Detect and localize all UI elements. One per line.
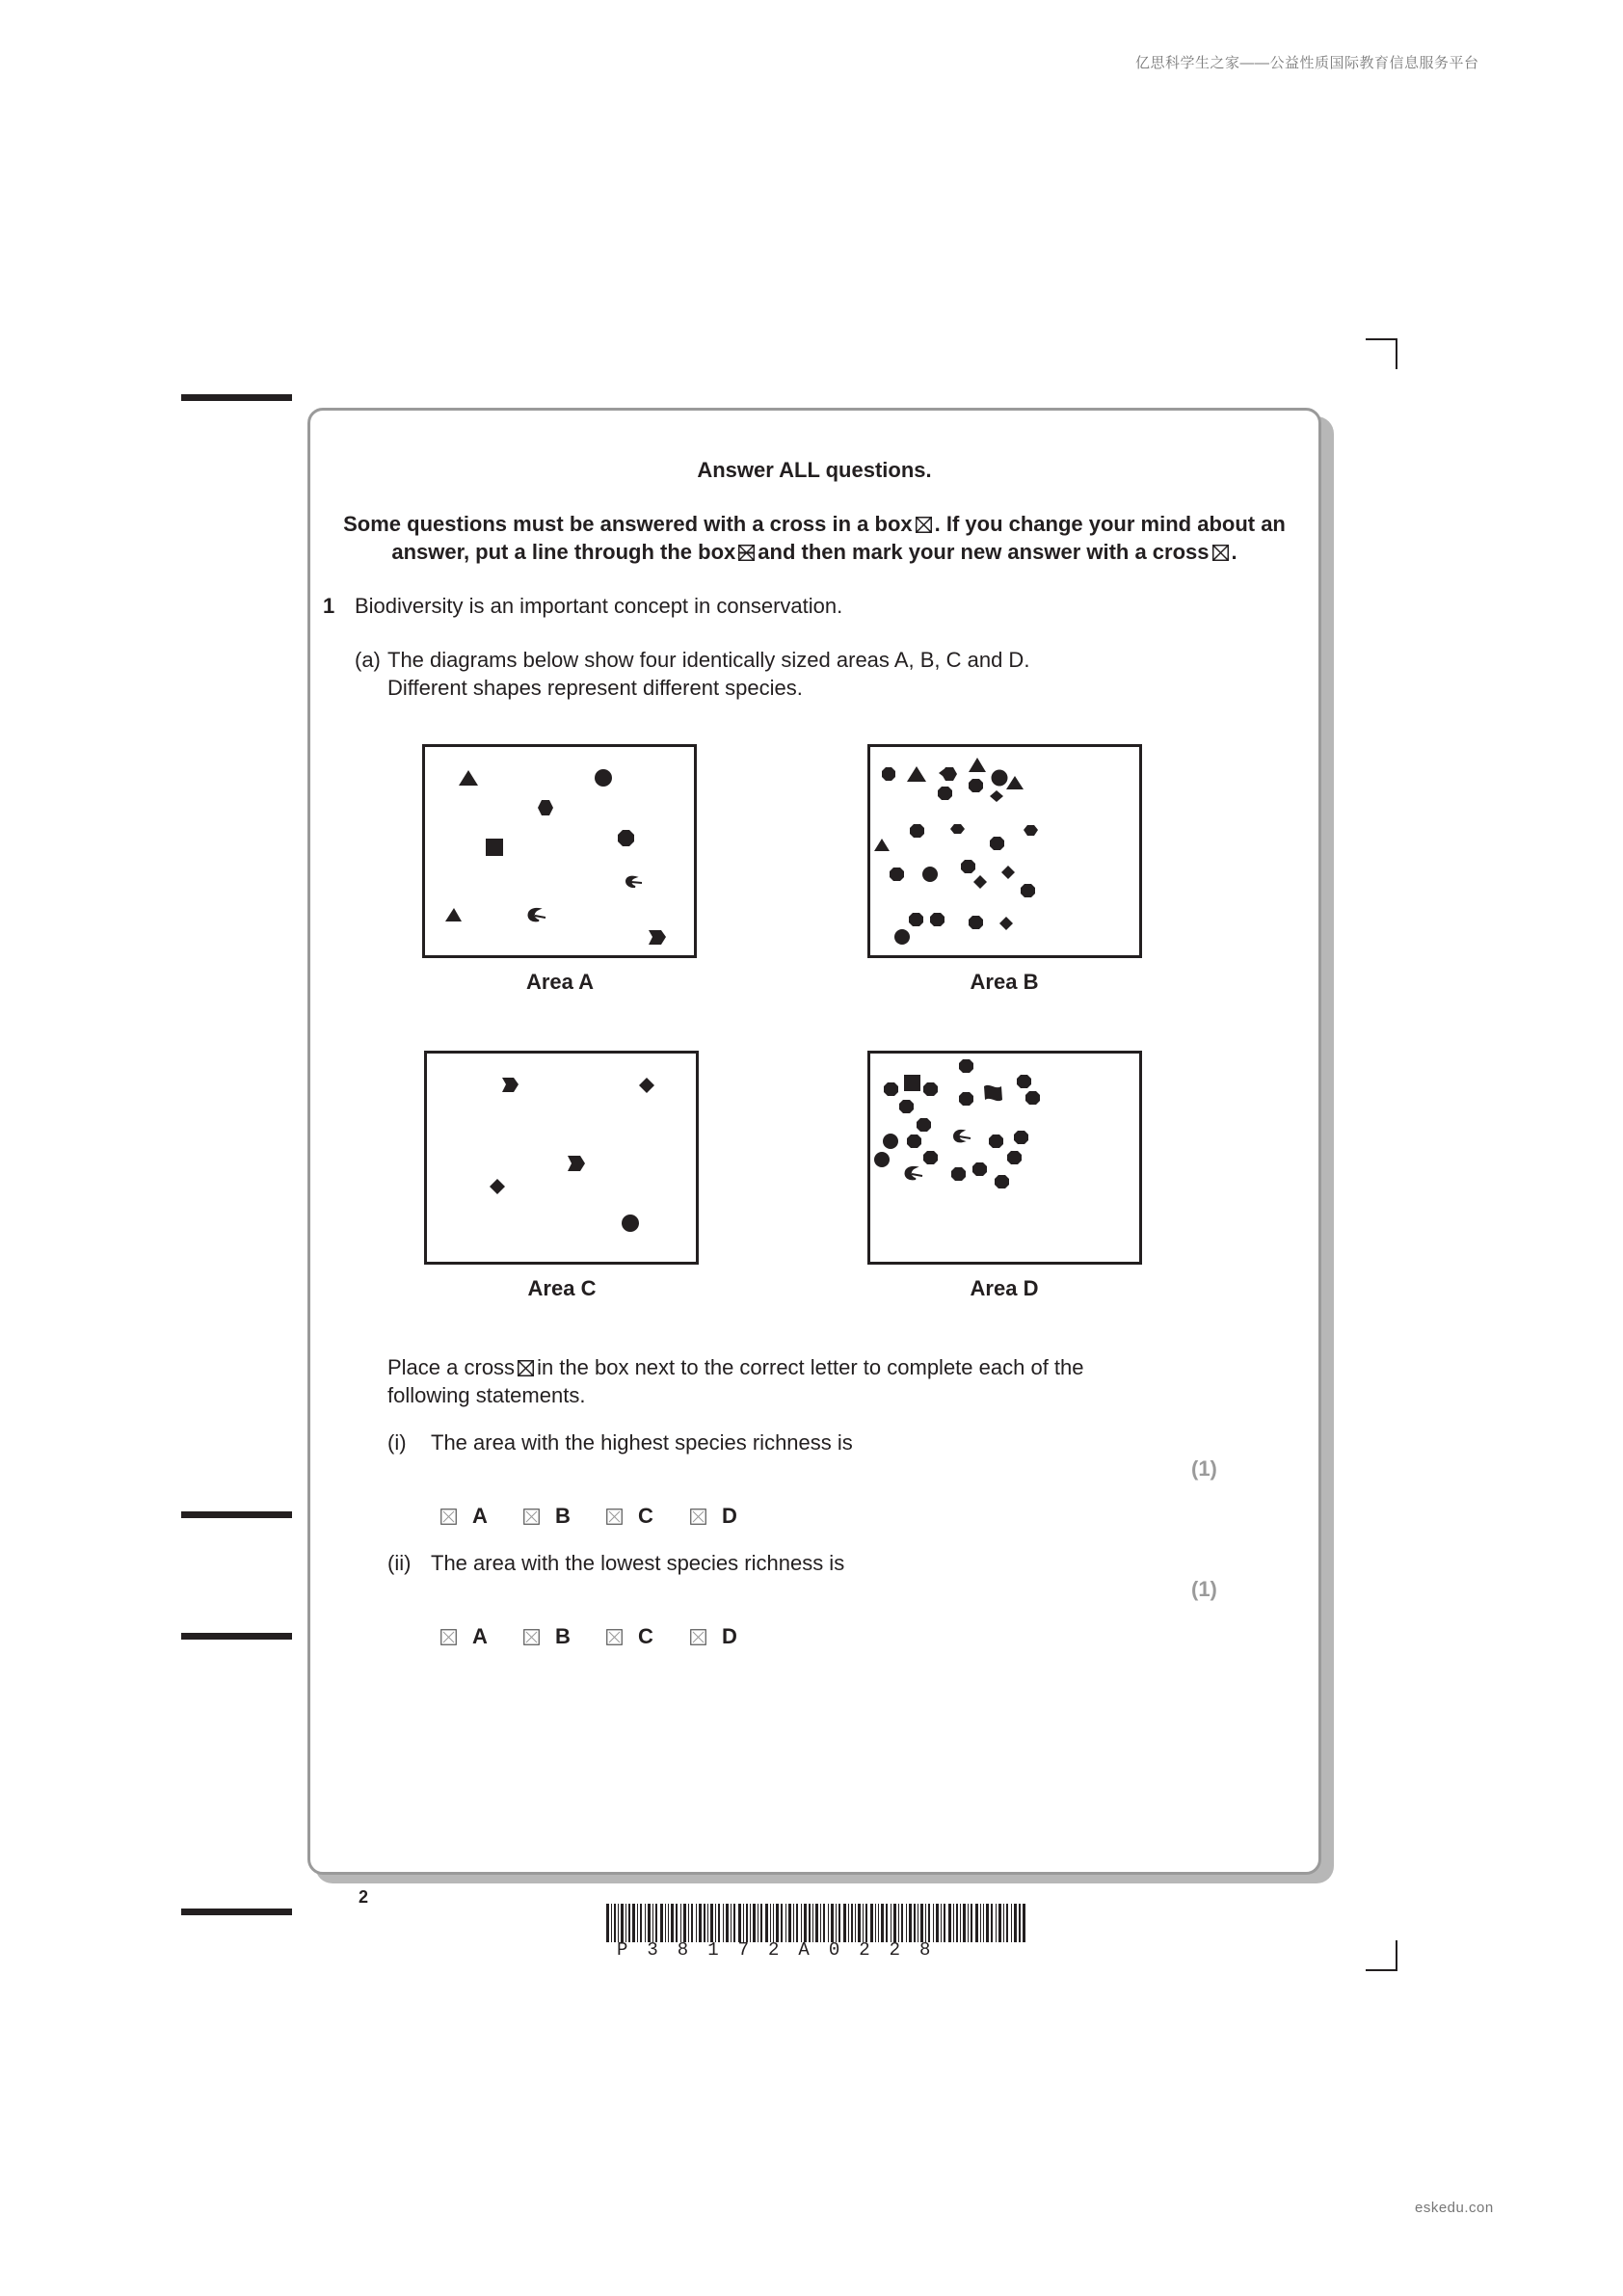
barcode-number: P38172A0228 — [617, 1939, 950, 1961]
cross-box-icon — [916, 517, 932, 533]
checkbox-icon — [523, 1508, 540, 1525]
checkbox-icon — [690, 1629, 706, 1645]
margin-bar — [181, 1633, 292, 1640]
circle-icon — [622, 1215, 639, 1232]
area-a-diagram — [422, 744, 697, 958]
crescent-icon — [626, 877, 642, 887]
crescent-icon — [529, 909, 546, 921]
instructions-line-1: Some questions must be answered with a cross in a box . If you change your mind about an — [343, 512, 1286, 536]
place-cross-line-2: following statements. — [387, 1383, 586, 1407]
struck-cross-box-icon — [738, 545, 755, 561]
crop-mark — [1396, 338, 1397, 369]
sub-ii-marks: (1) — [1191, 1577, 1217, 1601]
square-icon — [486, 839, 503, 856]
checkbox-icon — [440, 1508, 457, 1525]
page-number: 2 — [359, 1887, 369, 1907]
chevron-icon — [502, 1078, 519, 1092]
question-stem: Biodiversity is an important concept in conservation. — [355, 594, 843, 618]
chevron-icon — [568, 1156, 585, 1171]
cross-box-icon — [518, 1360, 534, 1376]
place-cross-line-1: Place a cross in the box next to the correct letter to complete each of the — [387, 1355, 1084, 1379]
option-a[interactable]: A — [440, 1624, 488, 1649]
checkbox-icon — [523, 1629, 540, 1645]
area-c-diagram — [424, 1051, 699, 1265]
checkbox-icon — [606, 1508, 623, 1525]
sub-i-options — [440, 1504, 787, 1533]
question-number: 1 — [323, 594, 335, 618]
checkbox-icon — [606, 1629, 623, 1645]
area-b-diagram — [867, 744, 1142, 958]
area-d-label: Area D — [970, 1276, 1039, 1300]
instructions-title: Answer ALL questions. — [697, 458, 932, 482]
option-b[interactable]: B — [523, 1504, 571, 1529]
checkbox-icon — [690, 1508, 706, 1525]
instructions-line-2: answer, put a line through the box and then mark your new answer with a cross . — [391, 540, 1237, 564]
crop-mark — [1396, 1940, 1397, 1971]
sub-i-marks: (1) — [1191, 1456, 1217, 1481]
area-d-diagram — [867, 1051, 1142, 1265]
crop-mark — [1366, 1969, 1397, 1971]
sub-i-label: (i) — [387, 1430, 407, 1455]
area-b-label: Area B — [970, 970, 1039, 994]
hexagon-icon — [538, 800, 553, 815]
option-a[interactable]: A — [440, 1504, 488, 1529]
checkbox-icon — [440, 1629, 457, 1645]
crop-mark — [1366, 338, 1397, 340]
option-d[interactable]: D — [690, 1504, 737, 1529]
triangle-icon — [459, 770, 478, 786]
margin-bar — [181, 1909, 292, 1915]
cross-box-icon — [1212, 545, 1229, 561]
option-b[interactable]: B — [523, 1624, 571, 1649]
diamond-icon — [639, 1078, 654, 1093]
header-watermark-note: 亿思科学生之家——公益性质国际教育信息服务平台 — [1135, 55, 1479, 71]
option-c[interactable]: C — [606, 1624, 653, 1649]
chevron-icon — [649, 930, 666, 945]
diamond-icon — [490, 1179, 505, 1194]
octagon-icon — [618, 830, 634, 846]
sub-ii-options — [440, 1624, 787, 1653]
sub-ii-text: The area with the lowest species richness is — [431, 1551, 845, 1575]
part-a-line-2: Different shapes represent different species. — [387, 676, 803, 700]
circle-icon — [595, 769, 612, 787]
triangle-icon — [445, 908, 462, 921]
sub-ii-label: (ii) — [387, 1551, 412, 1575]
area-a-label: Area A — [525, 970, 595, 994]
margin-bar — [181, 394, 292, 401]
barcode-icon — [606, 1904, 1026, 1942]
sub-i-text: The area with the highest species richness is — [431, 1430, 853, 1455]
option-d[interactable]: D — [690, 1624, 737, 1649]
option-c[interactable]: C — [606, 1504, 653, 1529]
part-a-label: (a) — [355, 648, 381, 672]
margin-bar — [181, 1511, 292, 1518]
footer-watermark-note: eskedu.con — [1415, 2200, 1494, 2216]
area-c-label: Area C — [527, 1276, 597, 1300]
part-a-line-1: The diagrams below show four identically sized areas A, B, C and D. — [387, 648, 1030, 672]
